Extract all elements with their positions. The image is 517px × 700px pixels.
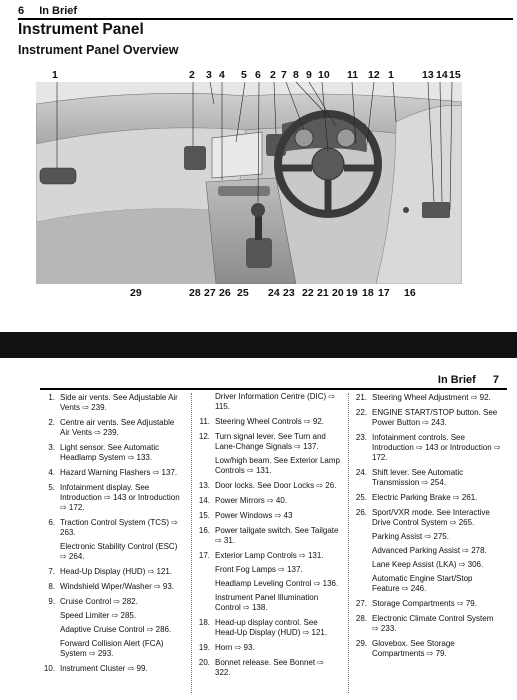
entry-text: Infotainment display. See Introduction ⇨ 143 or Introduction ⇨ 172. [60,483,180,512]
index-column-1 [40,393,184,679]
index-entry [195,417,341,427]
index-entry [40,518,184,538]
entry-number: 14. [198,496,210,505]
callout-top: 8 [293,69,299,81]
entry-number: 25. [355,493,367,502]
entry-text: Exterior Lamp Controls ⇨ 131. [215,551,324,560]
index-entry [40,611,184,621]
index-entry [195,618,341,638]
entry-text: Centre air vents. See Adjustable Air Vents ⇨ 239. [60,418,175,437]
entry-text: Turn signal lever. See Turn and Lane-Change Signals ⇨ 137. [215,432,326,451]
index-entry [195,526,341,546]
index-entry [352,508,502,528]
callout-top: 4 [219,69,225,81]
header-rule [18,18,513,20]
page-header-right [438,374,499,386]
entry-number: 10. [43,664,55,673]
entry-text: Side air vents. See Adjustable Air Vents ⇨ 239. [60,393,178,412]
entry-number: 12. [198,432,210,441]
callout-bottom: 18 [362,287,374,299]
entry-text: Automatic Engine Start/Stop Feature ⇨ 246. [372,574,473,593]
entry-text: Storage Compartments ⇨ 79. [372,599,477,608]
index-entry [195,456,341,476]
page-subtitle: Instrument Panel Overview [18,43,179,57]
index-entry [352,532,502,542]
index-entry [195,593,341,613]
entry-text: Advanced Parking Assist ⇨ 278. [372,546,487,555]
index-entry [352,574,502,594]
callout-bottom: 19 [346,287,358,299]
entry-number: 2. [48,418,55,427]
index-entry [40,625,184,635]
callout-top: 1 [52,69,58,81]
instrument-panel-illustration [36,82,462,284]
index-entry [195,551,341,561]
index-entry [352,639,502,659]
entry-number: 28. [355,614,367,623]
entry-text: Driver Information Centre (DIC) ⇨ 115. [215,392,336,411]
entry-number: 20. [198,658,210,667]
index-entry [195,565,341,575]
entry-text: Parking Assist ⇨ 275. [372,532,449,541]
entry-text: Headlamp Leveling Control ⇨ 136. [215,579,339,588]
entry-text: Instrument Panel Illumination Control ⇨ 138. [215,593,319,612]
index-entry [195,643,341,653]
entry-text: Cruise Control ⇨ 282. [60,597,138,606]
callout-top: 10 [318,69,330,81]
entry-text: Lane Keep Assist (LKA) ⇨ 306. [372,560,484,569]
callout-bottom: 22 [302,287,314,299]
callout-bottom: 27 [204,287,216,299]
entry-text: Steering Wheel Controls ⇨ 92. [215,417,324,426]
entry-text: Electronic Stability Control (ESC) ⇨ 264. [60,542,178,561]
entry-number: 7. [48,567,55,576]
entry-text: Hazard Warning Flashers ⇨ 137. [60,468,178,477]
entry-text: Head-Up Display (HUD) ⇨ 121. [60,567,173,576]
index-entry [352,408,502,428]
index-entry [40,597,184,607]
index-entry [352,433,502,463]
entry-number: 23. [355,433,367,442]
index-entry [352,614,502,634]
entry-number: 26. [355,508,367,517]
index-entry [40,418,184,438]
index-entry [352,560,502,570]
entry-number: 27. [355,599,367,608]
callout-bottom: 17 [378,287,390,299]
entry-number: 22. [355,408,367,417]
entry-text: Door locks. See Door Locks ⇨ 26. [215,481,337,490]
callout-bottom: 26 [219,287,231,299]
index-entry [40,468,184,478]
index-entry [352,393,502,403]
entry-number: 15. [198,511,210,520]
entry-number: 19. [198,643,210,652]
entry-number: 21. [355,393,367,402]
entry-number: 11. [199,417,210,426]
index-entry [40,582,184,592]
callout-top: 11 [347,69,359,81]
entry-number: 16. [198,526,210,535]
callout-bottom: 21 [317,287,329,299]
index-entry [40,483,184,513]
index-column-3 [352,393,502,664]
entry-text: Power Windows ⇨ 43 [215,511,293,520]
index-entry [40,639,184,659]
entry-text: Power Mirrors ⇨ 40. [215,496,288,505]
entry-text: Shift lever. See Automatic Transmission ⇨ 254. [372,468,464,487]
callout-bottom: 20 [332,287,344,299]
header-rule [40,388,507,390]
index-entry [195,579,341,589]
entry-text: Low/high beam. See Exterior Lamp Controls ⇨ 131. [215,456,340,475]
callout-bottom: 25 [237,287,249,299]
entry-text: Forward Collision Alert (FCA) System ⇨ 293. [60,639,164,658]
entry-number: 9. [48,597,55,606]
callout-bottom: 23 [283,287,295,299]
callout-top: 2 [270,69,276,81]
entry-text: Steering Wheel Adjustment ⇨ 92. [372,393,491,402]
entry-number: 13. [198,481,210,490]
index-entry [352,493,502,503]
page-divider-band [0,332,517,358]
page-number: 7 [492,374,499,386]
entry-text: Head-up display control. See Head-Up Display (HUD) ⇨ 121. [215,618,328,637]
entry-text: Horn ⇨ 93. [215,643,255,652]
page-number: 6 [18,5,25,17]
section-title: In Brief [437,374,476,386]
entry-number: 17. [198,551,210,560]
entry-text: Adaptive Cruise Control ⇨ 286. [60,625,172,634]
index-entry [40,664,184,674]
page-title: Instrument Panel [18,21,144,38]
column-divider [191,393,192,693]
entry-text: ENGINE START/STOP button. See Power Button ⇨ 243. [372,408,498,427]
index-entry [195,481,341,491]
entry-text: Traction Control System (TCS) ⇨ 263. [60,518,178,537]
index-entry [195,496,341,506]
callout-top: 9 [306,69,312,81]
entry-text: Glovebox. See Storage Compartments ⇨ 79. [372,639,455,658]
callout-bottom: 28 [189,287,201,299]
entry-text: Light sensor. See Automatic Headlamp System ⇨ 133. [60,443,160,462]
callout-top: 2 [189,69,195,81]
entry-text: Sport/VXR mode. See Interactive Drive Control System ⇨ 265. [372,508,490,527]
entry-number: 29. [355,639,367,648]
entry-number: 4. [48,468,55,477]
entry-text: Bonnet release. See Bonnet ⇨ 322. [215,658,324,677]
callout-bottom: 16 [404,287,416,299]
index-entry [40,443,184,463]
index-entry [195,432,341,452]
entry-text: Infotainment controls. See Introduction ⇨ 143 or Introduction ⇨ 172. [372,433,501,462]
index-entry [352,599,502,609]
callout-top: 5 [241,69,247,81]
index-entry [195,658,341,678]
entry-text: Electronic Climate Control System ⇨ 233. [372,614,494,633]
index-entry [195,511,341,521]
callout-top: 12 [368,69,380,81]
section-title: In Brief [39,5,78,17]
entry-text: Front Fog Lamps ⇨ 137. [215,565,303,574]
entry-text: Windshield Wiper/Washer ⇨ 93. [60,582,174,591]
entry-text: Speed Limiter ⇨ 285. [60,611,137,620]
entry-number: 1. [48,393,55,402]
index-entry [40,567,184,577]
callout-top: 1 [388,69,394,81]
callout-top: 15 [449,69,461,81]
index-entry [352,546,502,556]
index-column-2 [195,393,341,683]
callout-top: 13 [422,69,434,81]
entry-text: Instrument Cluster ⇨ 99. [60,664,148,673]
entry-number: 8. [48,582,55,591]
callout-bottom: 24 [268,287,280,299]
entry-number: 6. [48,518,55,527]
callout-bottom: 29 [130,287,142,299]
entry-number: 24. [355,468,367,477]
page-header-left [18,5,77,17]
entry-number: 5. [48,483,55,492]
index-entry [352,468,502,488]
column-divider [348,393,349,693]
entry-text: Electric Parking Brake ⇨ 261. [372,493,478,502]
callout-top: 14 [436,69,448,81]
index-entry [195,392,341,412]
index-entry [40,393,184,413]
callout-top: 3 [206,69,212,81]
index-entry [40,542,184,562]
callout-top: 6 [255,69,261,81]
entry-number: 18. [198,618,210,627]
entry-text: Power tailgate switch. See Tailgate ⇨ 31. [215,526,339,545]
entry-number: 3. [48,443,55,452]
callout-top: 7 [281,69,287,81]
